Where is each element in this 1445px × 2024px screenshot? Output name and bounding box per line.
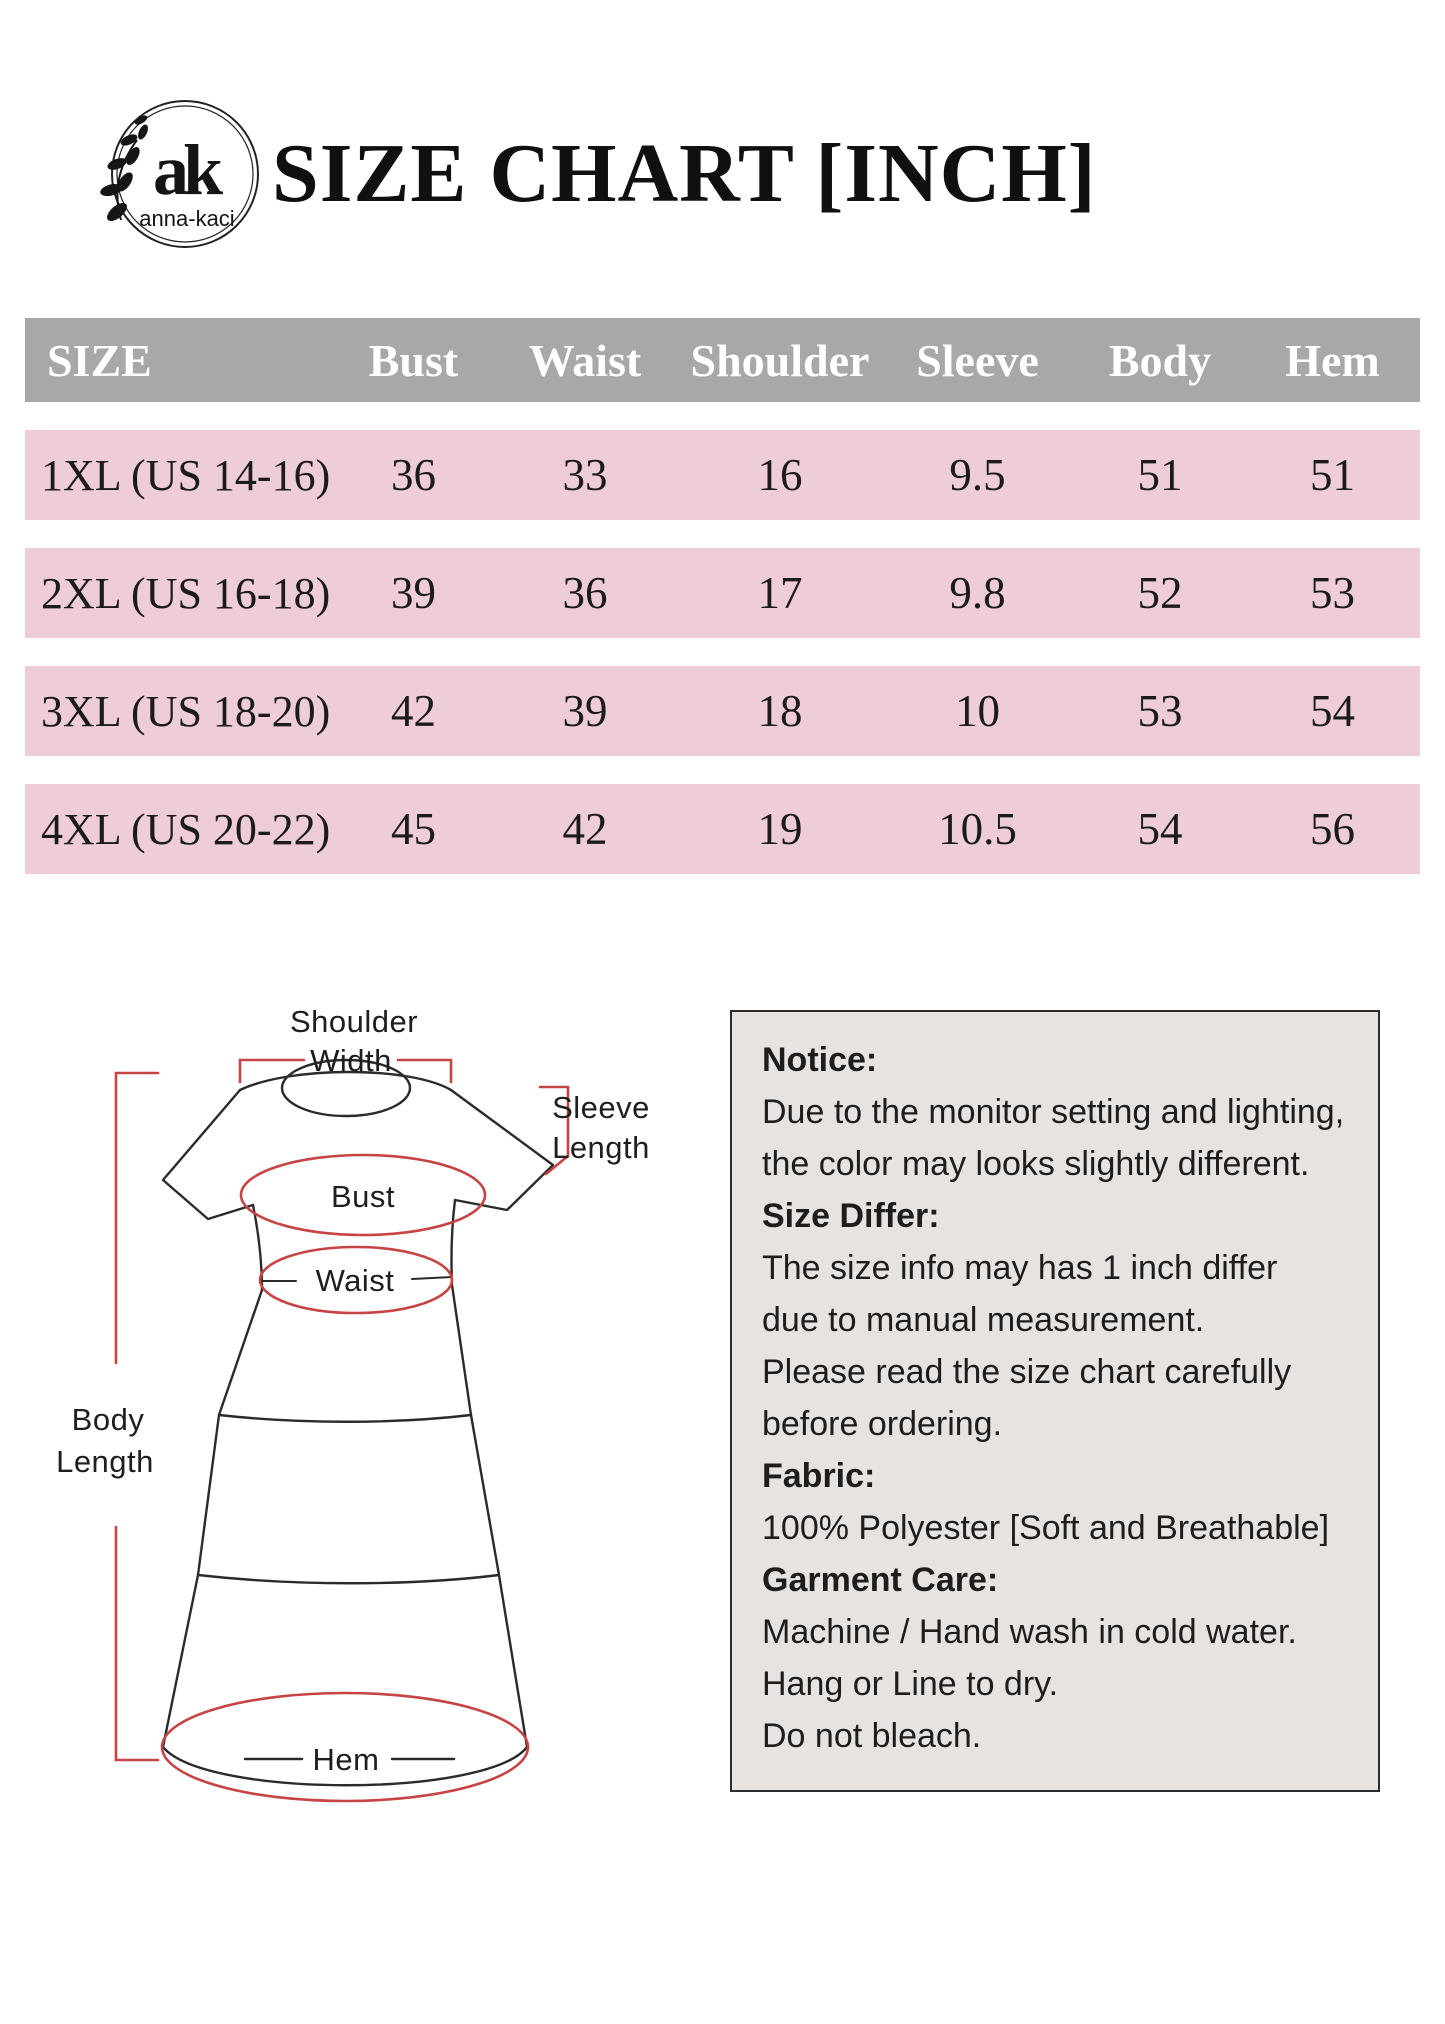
col-header-body: Body [1108, 334, 1212, 386]
cell-waist: 39 [562, 686, 608, 736]
cell-hem: 54 [1310, 686, 1355, 736]
garment-care-heading: Garment Care: [762, 1561, 999, 1599]
table-row [25, 548, 1420, 638]
row-size-label: 2XL (US 16-18) [41, 568, 331, 618]
cell-body: 51 [1137, 450, 1183, 500]
garment-care-text: Machine / Hand wash in cold water. [762, 1613, 1297, 1651]
cell-waist: 42 [562, 804, 608, 854]
cell-sleeve: 9.8 [949, 568, 1006, 618]
size-differ-text: Please read the size chart carefully [762, 1353, 1292, 1391]
bust-label: Bust [330, 1179, 396, 1214]
notice-text: the color may looks slightly different. [762, 1145, 1310, 1183]
cell-bust: 45 [391, 804, 436, 854]
cell-waist: 33 [562, 450, 608, 500]
fabric-text: 100% Polyester [Soft and Breathable] [762, 1509, 1330, 1547]
col-header-bust: Bust [368, 334, 459, 386]
size-table-header-row [25, 318, 1420, 402]
cell-sleeve: 10.5 [938, 804, 1017, 854]
measurement-marks [116, 1060, 568, 1801]
cell-hem: 51 [1310, 450, 1355, 500]
cell-hem: 53 [1310, 568, 1355, 618]
logo-monogram: ak [152, 130, 218, 210]
cell-shoulder: 17 [757, 568, 803, 618]
col-header-hem: Hem [1285, 334, 1380, 386]
size-differ-text: The size info may has 1 inch differ [762, 1249, 1278, 1287]
row-size-label: 1XL (US 14-16) [41, 450, 331, 500]
cell-body: 52 [1137, 568, 1183, 618]
dress-measurement-diagram [40, 960, 740, 1820]
col-header-size: SIZE [47, 334, 152, 386]
row-size-label: 3XL (US 18-20) [41, 686, 331, 736]
notice-box [730, 1010, 1380, 1792]
sleeve-length-label: Length [552, 1130, 650, 1165]
cell-bust: 39 [391, 568, 436, 618]
page-title: SIZE CHART [INCH] [272, 126, 1097, 220]
cell-body: 53 [1137, 686, 1183, 736]
garment-care-text: Do not bleach. [762, 1717, 982, 1755]
cell-sleeve: 10 [955, 686, 1000, 736]
cell-shoulder: 16 [757, 450, 803, 500]
cell-shoulder: 18 [757, 686, 803, 736]
cell-body: 54 [1137, 804, 1183, 854]
shoulder-width-label: Width [310, 1043, 392, 1078]
body-length-label: Length [56, 1444, 154, 1479]
garment-care-text: Hang or Line to dry. [762, 1665, 1059, 1703]
cell-bust: 36 [391, 450, 436, 500]
dress-outline [163, 1060, 553, 1785]
col-header-sleeve: Sleeve [916, 334, 1039, 386]
sleeve-length-label: Sleeve [552, 1090, 650, 1125]
col-header-shoulder: Shoulder [690, 334, 870, 386]
hem-label: Hem [312, 1742, 380, 1777]
cell-sleeve: 9.5 [949, 450, 1006, 500]
table-row [25, 430, 1420, 520]
shoulder-width-label: Shoulder [289, 1004, 419, 1039]
cell-waist: 36 [562, 568, 608, 618]
notice-heading: Notice: [762, 1041, 878, 1079]
col-header-waist: Waist [528, 334, 642, 386]
table-row [25, 666, 1420, 756]
brand-logo [95, 90, 265, 260]
size-differ-text: before ordering. [762, 1405, 1003, 1443]
row-size-label: 4XL (US 20-22) [41, 804, 331, 854]
size-differ-heading: Size Differ: [762, 1197, 940, 1235]
cell-hem: 56 [1310, 804, 1355, 854]
waist-label: Waist [315, 1263, 395, 1298]
size-differ-text: due to manual measurement. [762, 1301, 1205, 1339]
body-length-label: Body [71, 1402, 145, 1437]
notice-text: Due to the monitor setting and lighting, [762, 1093, 1345, 1131]
cell-bust: 42 [391, 686, 436, 736]
fabric-heading: Fabric: [762, 1457, 876, 1495]
size-table [25, 318, 1420, 874]
cell-shoulder: 19 [757, 804, 803, 854]
logo-brand-text: anna-kaci [139, 206, 235, 231]
table-row [25, 784, 1420, 874]
